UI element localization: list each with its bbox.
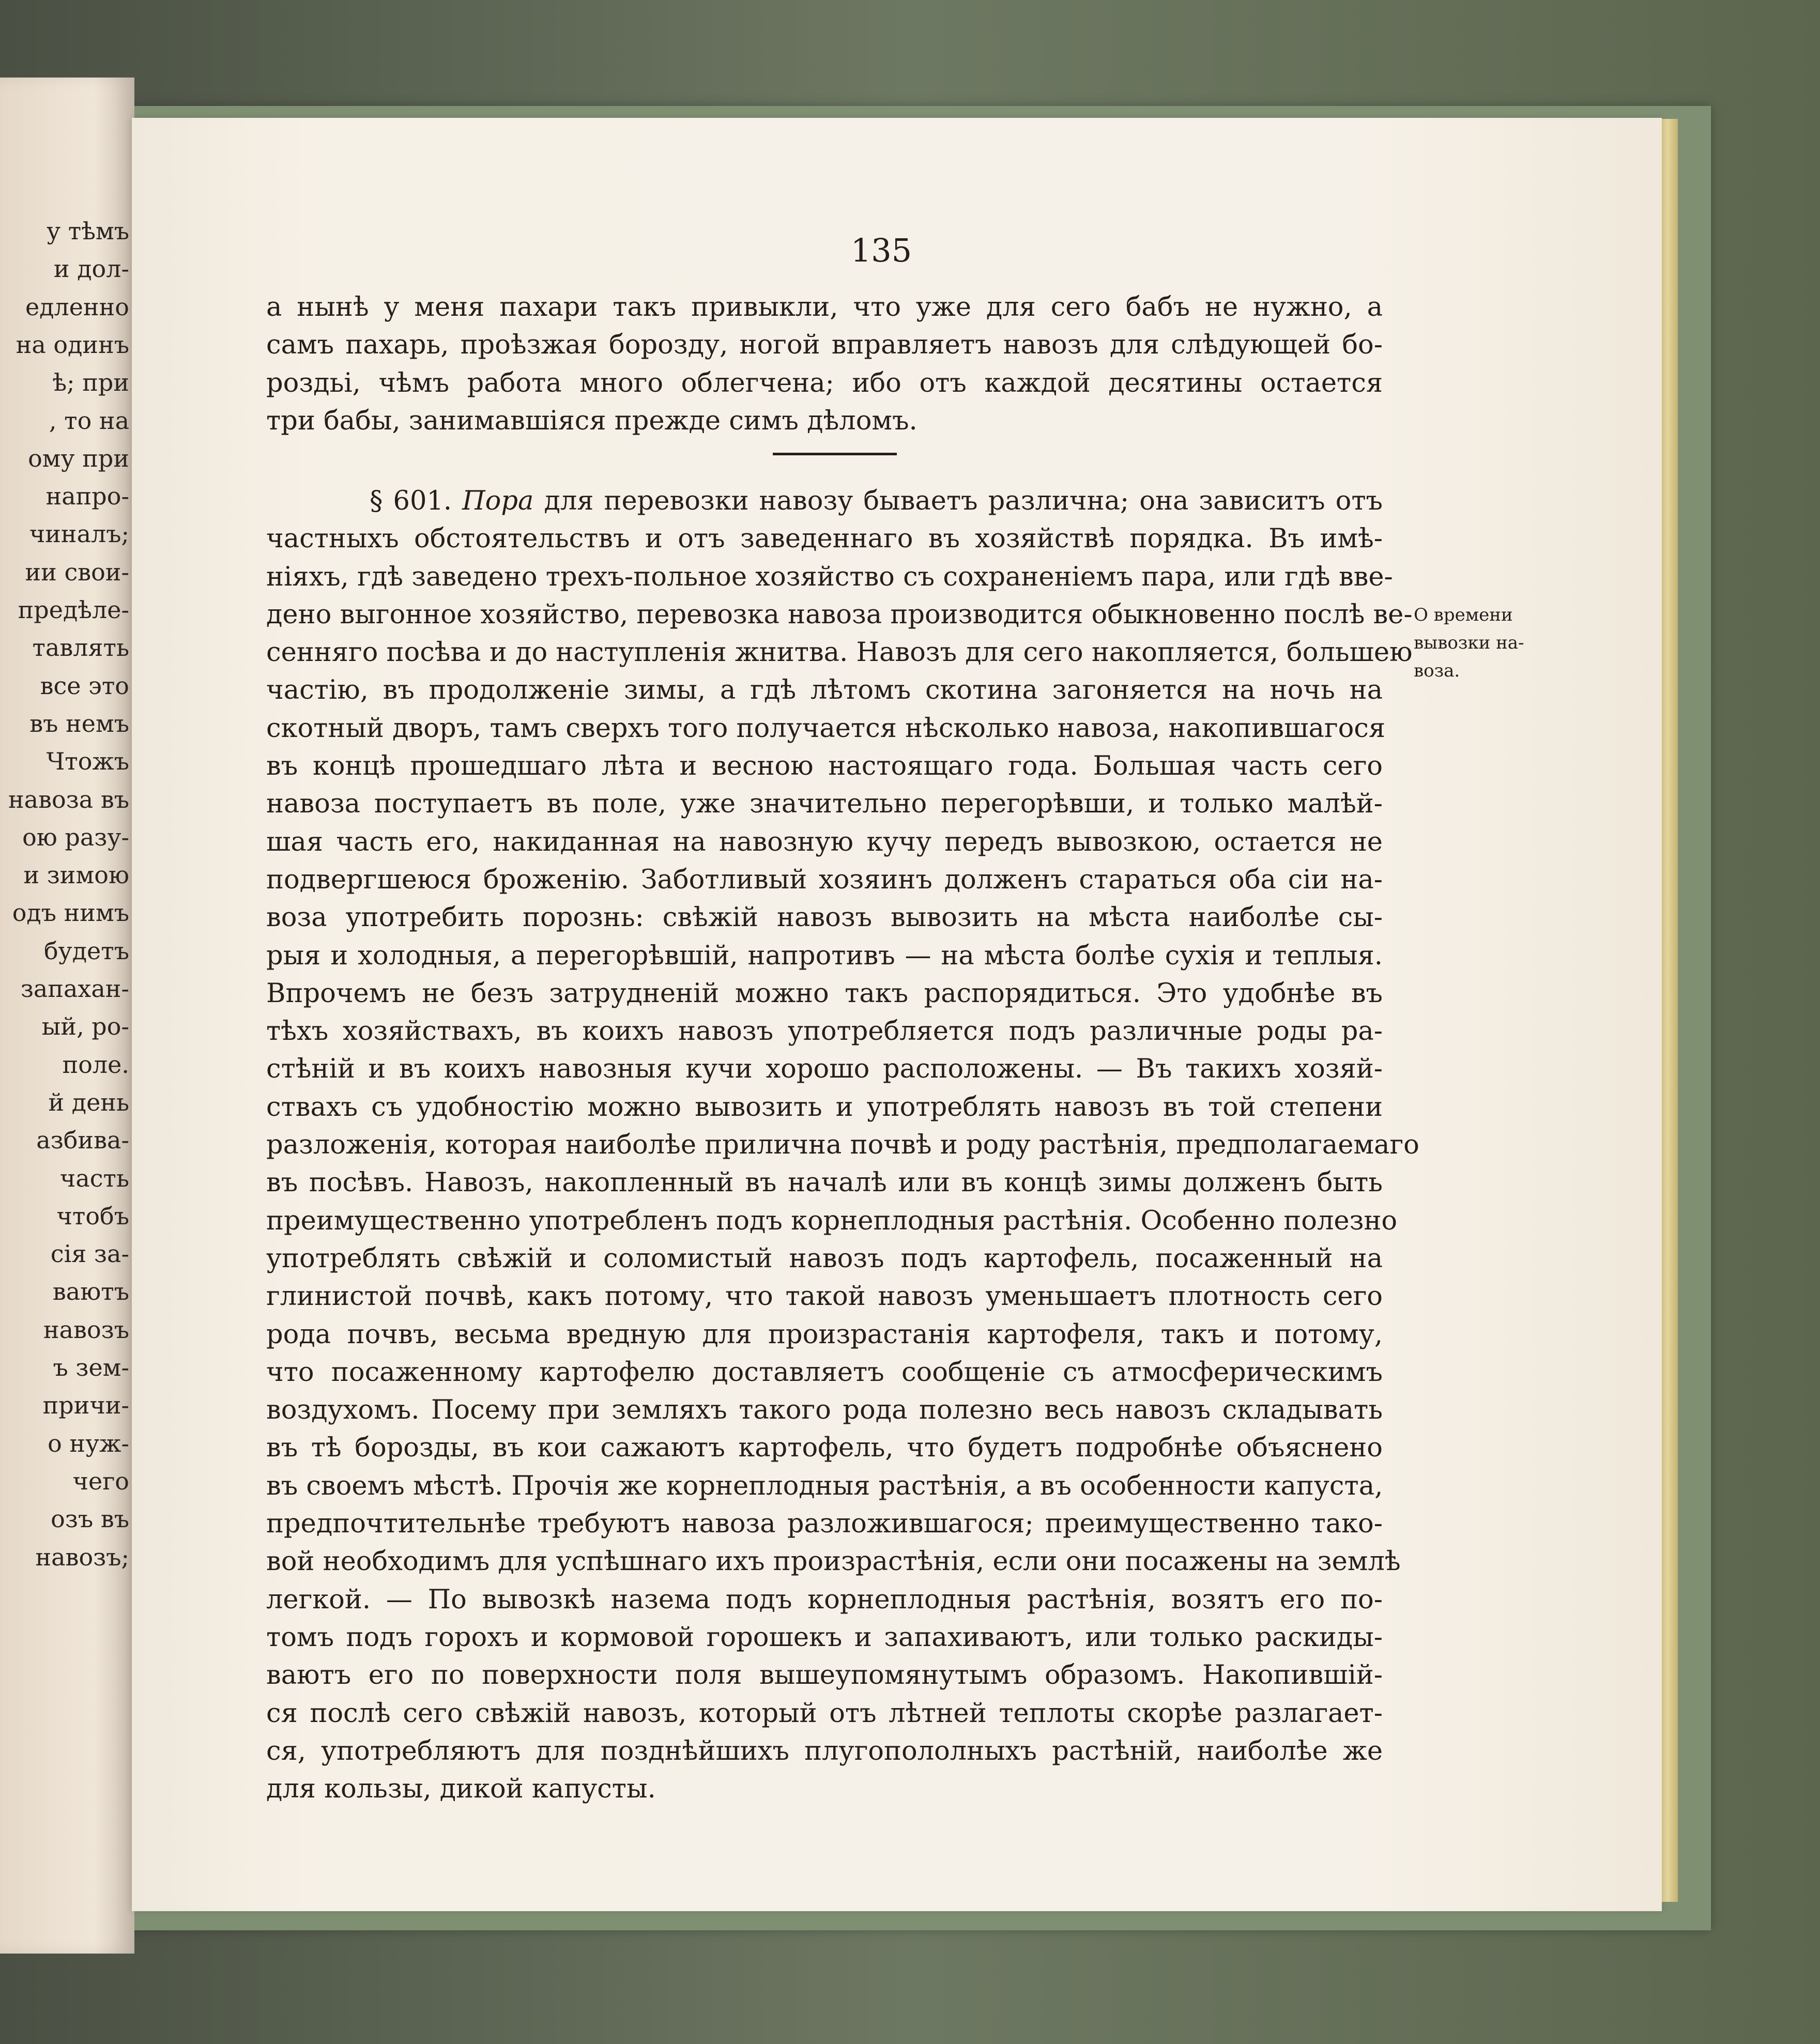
right-page	[132, 118, 1662, 1911]
paragraph-2	[266, 482, 1419, 1808]
left-page-fragment: навозъ;	[35, 1543, 129, 1571]
paragraph-2-line: употреблять свѣжій и соломистый навозъ подъ картофель, посаженный на	[266, 1243, 1383, 1274]
paragraph-2-line: рода почвъ, весьма вредную для произрастанія картофеля, такъ и потому,	[266, 1319, 1383, 1350]
paragraph-2-line: въ своемъ мѣстѣ. Прочія же корнеплодныя растѣнія, а въ особенности капуста,	[266, 1470, 1383, 1501]
left-page-fragment: предѣле-	[18, 596, 129, 624]
paragraph-2-line: въ тѣ борозды, въ кои сажаютъ картофель, что будетъ подробнѣе объяснено	[266, 1433, 1383, 1464]
left-page-fragment: на одинъ	[16, 330, 129, 359]
left-page-fragment: причи-	[42, 1391, 129, 1420]
left-page-fragment: чиналъ;	[29, 520, 129, 548]
paragraph-2-line: въ концѣ прошедшаго лѣта и весною настоящаго года. Большая часть сего	[266, 751, 1383, 782]
paragraph-2-line	[266, 482, 1383, 520]
left-page-fragment: и дол-	[53, 255, 129, 283]
paragraph-2-line: ся, употребляютъ для позднѣйшихъ плугопололныхъ растѣній, наиболѣе же	[266, 1735, 1383, 1766]
left-page-fragment: о нуж-	[48, 1429, 129, 1457]
paragraph-2-line: вой необходимъ для успѣшнаго ихъ произрастѣнія, если они посажены на землѣ	[266, 1546, 1401, 1577]
paragraph-2-line: предпочтительнѣе требуютъ навоза разложившагося; преимущественно тако-	[266, 1509, 1383, 1540]
section-emphasis: Пора	[462, 486, 534, 516]
left-page-fragment: у тѣмъ	[47, 217, 129, 245]
paragraph-2-line: рыя и холодныя, а перегорѣвшій, напротивъ — на мѣста болѣе сухія и теплыя.	[266, 940, 1383, 971]
paragraph-2-line: ствахъ съ удобностію можно вывозить и употреблять навозъ въ той степени	[266, 1092, 1383, 1123]
left-page-fragment: и зимою	[23, 861, 129, 889]
left-page-fragment: чтобъ	[56, 1202, 129, 1230]
left-page	[0, 78, 134, 1954]
left-page-fragment: й день	[48, 1088, 129, 1116]
paragraph-2-line: скотный дворъ, тамъ сверхъ того получается нѣсколько навоза, накопившагося	[266, 713, 1386, 744]
left-page-fragment: , то на	[49, 406, 129, 435]
paragraph-2-line: разложенія, которая наиболѣе прилична почвѣ и роду растѣнія, предполагаемаго	[266, 1130, 1419, 1161]
paragraph-2-line: воздухомъ. Посему при земляхъ такого рода полезно весь навозъ складывать	[266, 1395, 1383, 1426]
left-page-fragment: тавлять	[32, 634, 129, 662]
left-page-fragment: часть	[59, 1164, 129, 1192]
paragraph-2-line: шая часть его, накиданная на навозную кучу передъ вывозкою, остается не	[266, 826, 1383, 857]
marginal-note-line: воза.	[1414, 660, 1460, 681]
paragraph-1-line: а нынѣ у меня пахари такъ привыкли, что уже для сего бабъ не нужно, а	[266, 292, 1383, 322]
left-page-fragment: ваютъ	[52, 1278, 129, 1306]
left-page-fragment: запахан-	[20, 975, 129, 1003]
left-page-fragment: одъ нимъ	[12, 899, 129, 927]
paragraph-2-line: томъ подъ горохъ и кормовой горошекъ и запахиваютъ, или только раскиды-	[266, 1622, 1383, 1653]
marginal-note-line: вывозки на-	[1414, 633, 1524, 653]
paragraph-1-line: три бабы, занимавшіяся прежде симъ дѣломъ.	[266, 405, 917, 436]
left-page-fragment: сія за-	[50, 1240, 129, 1268]
left-page-fragment: ъ зем-	[53, 1354, 129, 1381]
left-page-fragment: напро-	[45, 482, 129, 511]
paragraph-2-line: для кользы, дикой капусты.	[266, 1774, 656, 1805]
paragraph-2-line: тѣхъ хозяйствахъ, въ коихъ навозъ употребляется подъ различные роды ра-	[266, 1016, 1383, 1047]
paragraph-1-line: самъ пахарь, проѣзжая борозду, ногой вправляетъ навозъ для слѣдующей бо-	[266, 330, 1383, 361]
paragraph-2-line: ся послѣ сего свѣжій навозъ, который отъ лѣтней теплоты скорѣе разлагает-	[266, 1698, 1383, 1729]
left-page-fragment: Чтожъ	[46, 747, 129, 776]
left-page-fragment: ии свои-	[25, 558, 129, 586]
page-number: 135	[850, 232, 912, 269]
left-page-fragment: озъ въ	[51, 1505, 129, 1533]
section-number: § 601.	[370, 486, 452, 516]
left-page-fragment: все это	[40, 671, 129, 700]
paragraph-2-line: ваютъ его по поверхности поля вышеупомянутымъ образомъ. Накопившій-	[266, 1660, 1383, 1691]
page-edges	[1659, 119, 1678, 1902]
paragraph-2-line: Впрочемъ не безъ затрудненій можно такъ распорядиться. Это удобнѣе въ	[266, 978, 1383, 1009]
left-page-fragment: ому при	[28, 444, 129, 472]
paragraph-2-line: дено выгонное хозяйство, перевозка навоза производится обыкновенно послѣ ве-	[266, 599, 1413, 630]
left-page-fragment: ый, ро-	[41, 1012, 129, 1041]
marginal-note	[1414, 601, 1558, 685]
left-page-fragment: поле.	[62, 1050, 129, 1079]
left-page-fragment: ѣ; при	[52, 368, 129, 397]
marginal-note-line: О времени	[1414, 605, 1513, 625]
left-page-fragment: въ немъ	[29, 709, 129, 737]
paragraph-2-line: глинистой почвѣ, какъ потому, что такой навозъ уменьшаетъ плотность сего	[266, 1281, 1383, 1312]
paragraph-2-line: навоза поступаетъ въ поле, уже значительно перегорѣвши, и только малѣй-	[266, 789, 1383, 820]
left-page-fragment: чего	[72, 1467, 129, 1495]
paragraph-2-line: частныхъ обстоятельствъ и отъ заведеннаго въ хозяйствѣ порядка. Въ имѣ-	[266, 524, 1383, 555]
paragraph-2-line: воза употребить порознь: свѣжій навозъ вывозить на мѣста наиболѣе сы-	[266, 902, 1383, 933]
section-divider	[773, 453, 897, 455]
left-page-fragment: будетъ	[43, 936, 129, 965]
paragraph-2-line: частію, въ продолженіе зимы, а гдѣ лѣтомъ скотина загоняется на ночь на	[266, 675, 1383, 706]
paragraph-2-line: легкой. — По вывозкѣ назема подъ корнеплодныя растѣнія, возятъ его по-	[266, 1584, 1383, 1615]
left-page-fragment: ою разу-	[22, 823, 129, 851]
left-page-fragment: навозъ	[43, 1315, 129, 1344]
left-page-fragment: навоза въ	[8, 785, 129, 813]
paragraph-2-line: подвергшеюся броженію. Заботливый хозяинъ долженъ стараться оба сіи на-	[266, 864, 1383, 895]
left-page-fragment: азбива-	[36, 1126, 129, 1155]
paragraph-2-line: стѣній и въ коихъ навозныя кучи хорошо расположены. — Въ такихъ хозяй-	[266, 1054, 1383, 1085]
paragraph-2-line: что посаженному картофелю доставляетъ сообщеніе съ атмосферическимъ	[266, 1357, 1383, 1388]
paragraph-2-first-rest: для перевозки навозу бываетъ различна; она зависитъ отъ	[544, 486, 1383, 516]
paragraph-2-line: въ посѣвъ. Навозъ, накопленный въ началѣ или въ концѣ зимы долженъ быть	[266, 1167, 1383, 1198]
paragraph-2-line: сенняго посѣва и до наступленія жнитва. Навозъ для сего накопляется, большею	[266, 637, 1413, 668]
paragraph-2-line: преимущественно употребленъ подъ корнеплодныя растѣнія. Особенно полезно	[266, 1205, 1398, 1236]
paragraph-1-line: роздьі, чѣмъ работа много облегчена; ибо отъ каждой десятины остается	[266, 367, 1383, 398]
paragraph-2-line: ніяхъ, гдѣ заведено трехъ-польное хозяйство съ сохраненіемъ пара, или гдѣ вве-	[266, 561, 1393, 592]
left-page-fragment: едленно	[25, 293, 129, 321]
paragraph-1	[266, 288, 1383, 440]
